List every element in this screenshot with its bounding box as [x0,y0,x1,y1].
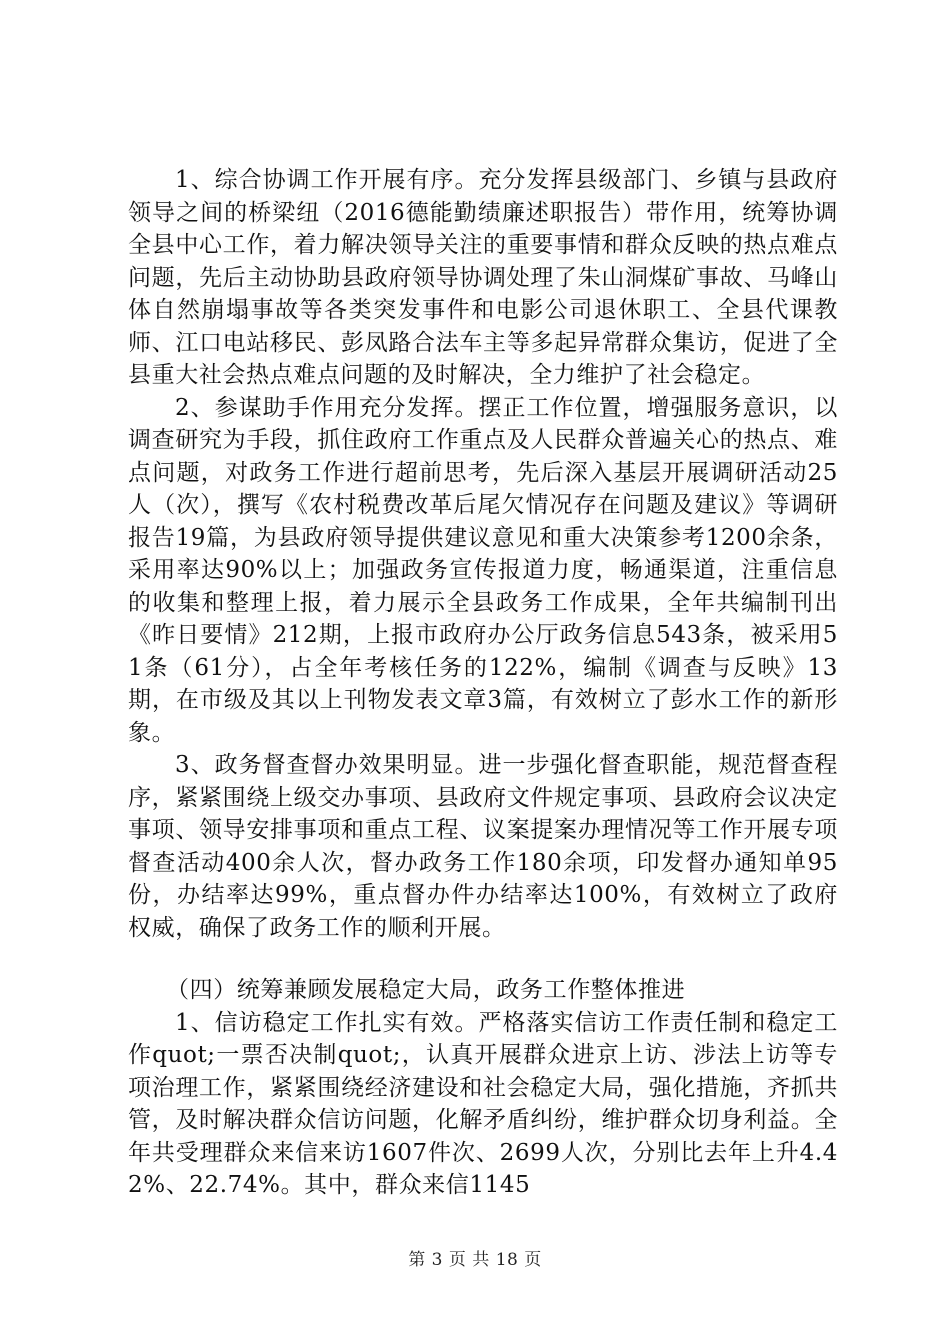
paragraph-supervision: 3、政务督查督办效果明显。进一步强化督查职能，规范督查程序，紧紧围绕上级交办事项、县政府文件规定事项、县政府会议决定事项、领导安排事项和重点工程、议案提案办理情况等工作开展专项督查活动400余人次，督办政务工作180余项，印发督办通知单95份，办结率达99%，重点督办件办结率达100%，有效树立了政府权威，确保了政务工作的顺利开展。 [128,752,838,941]
paragraph-comprehensive-coordination: 1、综合协调工作开展有序。充分发挥县级部门、乡镇与县政府领导之间的桥梁纽（2016德能勤绩廉述职报告）带作用，统筹协调全县中心工作，着力解决领导关注的重要事情和群众反映的热点难点问题，先后主动协助县政府领导协调处理了朱山洞煤矿事故、马峰山体自然崩塌事故等各类突发事件和电影公司退休职工、全县代课教师、江口电站移民、彭凤路合法车主等多起异常群众集访，促进了全县重大社会热点难点问题的及时解决，全力维护了社会稳定。 [128,167,838,388]
page-number-footer: 第 3 页 共 18 页 [408,1250,542,1270]
paragraph-advisory-role: 2、参谋助手作用充分发挥。摆正工作位置，增强服务意识，以调查研究为手段，抓住政府工作重点及人民群众普遍关心的热点、难点问题，对政务工作进行超前思考，先后深入基层开展调研活动25人（次），撰写《农村税费改革后尾欠情况存在问题及建议》等调研报告19篇，为县政府领导提供建议意见和重大决策参考1200余条，采用率达90%以上；加强政务宣传报道力度，畅通渠道，注重信息的收集和整理上报，着力展示全县政务工作成果，全年共编制刊出《昨日要情》212期，上报市政府办公厅政务信息543条，被采用51条（61分），占全年考核任务的122%，编制《调查与反映》13期，在市级及其以上刊物发表文章3篇，有效树立了彭水工作的新形象。 [128,394,838,746]
paragraph-petition-stability: 1、信访稳定工作扎实有效。严格落实信访工作责任制和稳定工作quot;一票否决制quot;，认真开展群众进京上访、涉法上访等专项治理工作，紧紧围绕经济建设和社会稳定大局，强化措施，齐抓共管，及时解决群众信访问题，化解矛盾纠纷，维护群众切身利益。全年共受理群众来信来访1607件次、2699人次，分别比去年上升4.42%、22.74%。其中，群众来信1145 [128,1009,838,1198]
section-heading: （四）统筹兼顾发展稳定大局，政务工作整体推进 [166,977,686,1003]
document-body [128,164,838,1202]
